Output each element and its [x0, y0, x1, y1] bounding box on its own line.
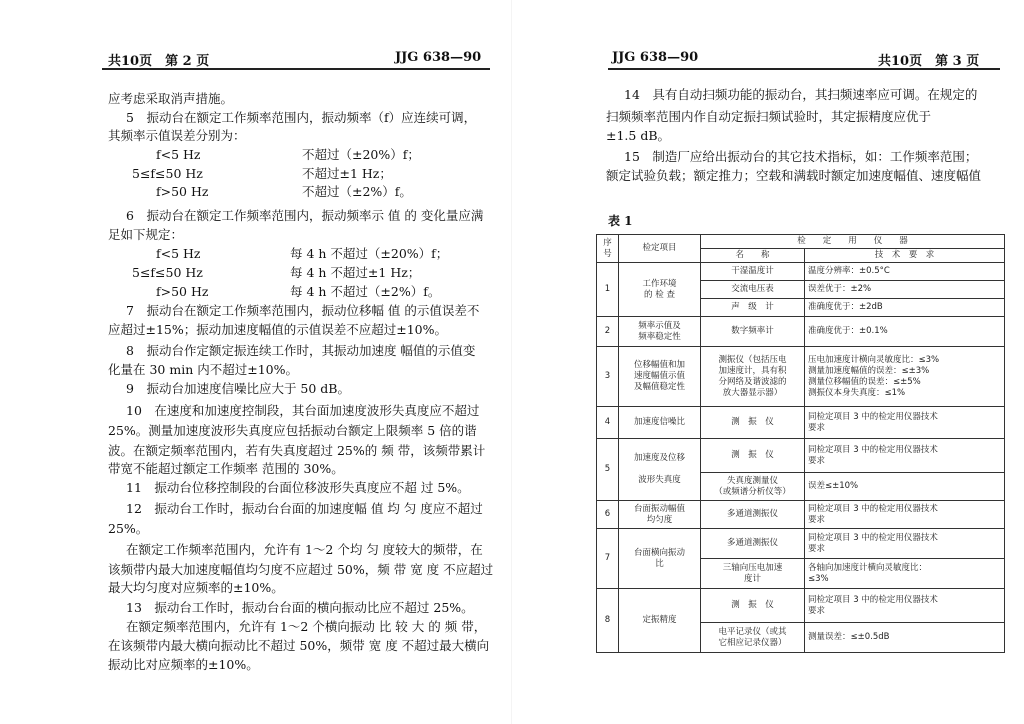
right-header-rule [608, 68, 1000, 70]
text-line: f<5 Hz [156, 246, 201, 261]
cell-name: 多通道测振仪 [701, 529, 805, 559]
cell-item: 位移幅值和加 速度幅值示值 及幅值稳定性 [619, 347, 701, 407]
col-header-instruments: 检 定 用 仪 器 [701, 235, 1005, 249]
cell-req: 压电加速度计横向灵敏度比：≤3% 测量加速度幅值的误差：≤±3% 测量位移幅值的误差：≤±5% 测振仪本身失真度：≤1% [805, 347, 1005, 407]
cell-name: 电平记录仪（或其 它相应记录仪器） [701, 623, 805, 653]
text-line: 在额定工作频率范围内，允许有 1～2 个均 匀 度较大的频带，在 [126, 542, 483, 557]
cell-req: 同检定项目 3 中的检定用仪器技术 要求 [805, 407, 1005, 439]
text-line: 5 振动台在额定工作频率范围内，振动频率（f）应连续可调， [126, 110, 477, 125]
table-header-row [597, 235, 1005, 249]
text-line: 不超过（±20%）f； [302, 147, 420, 162]
text-line: 额定试验负载；额定推力；空载和满载时额定加速度幅值、速度幅值 [606, 168, 982, 183]
text-line: ±1.5 dB。 [606, 128, 671, 143]
cell-req: 测量误差：≤±0.5dB [805, 623, 1005, 653]
text-line: 扫频频率范围内作自动定振扫频试验时，其定振精度应优于 [606, 109, 932, 124]
cell-name: 交流电压表 [701, 281, 805, 299]
cell-req: 误差≤±10% [805, 473, 1005, 501]
table-row [597, 263, 1005, 281]
col-header-no: 序 号 [597, 235, 619, 263]
cell-name: 声 级 计 [701, 299, 805, 317]
text-line: f>50 Hz [156, 284, 209, 299]
table-row [597, 589, 1005, 623]
table-row [597, 501, 1005, 529]
cell-no: 8 [597, 589, 619, 653]
text-line: 5≤f≤50 Hz [132, 265, 203, 280]
text-line: 6 振动台在额定工作频率范围内，振动频率示 值 的 变化量应满 [126, 208, 484, 223]
text-line: 最大均匀度对应频率的±10%。 [108, 580, 284, 595]
text-line: 8 振动台作定额定振连续工作时，其振动加速度 幅值的示值变 [126, 343, 476, 358]
left-header-rule [102, 68, 490, 70]
verification-instrument-table [596, 234, 1005, 653]
cell-item: 加速度及位移 波形失真度 [619, 439, 701, 501]
text-line: 每 4 h 不超过（±20%）f； [290, 246, 449, 261]
text-line: 10 在速度和加速度控制段，其台面加速度波形失真度应不超过 [126, 403, 480, 418]
cell-no: 4 [597, 407, 619, 439]
text-line: 应超过±15%；振动加速度幅值的示值误差不应超过±10%。 [108, 322, 448, 337]
cell-name: 干湿温度计 [701, 263, 805, 281]
text-line: 带宽不能超过额定工作频率 范围的 30%。 [108, 461, 344, 476]
left-page-number: 共10页 第 2 页 [108, 54, 210, 69]
text-line: f<5 Hz [156, 147, 201, 162]
cell-req: 温度分辨率：±0.5°C [805, 263, 1005, 281]
cell-req: 各轴向加速度计横向灵敏度比： ≤3% [805, 559, 1005, 589]
cell-no: 2 [597, 317, 619, 347]
text-line: 15 制造厂应给出振动台的其它技术指标，如：工作频率范围； [624, 149, 978, 164]
cell-no: 1 [597, 263, 619, 317]
cell-name: 三轴向压电加速 度计 [701, 559, 805, 589]
cell-name: 测 振 仪 [701, 439, 805, 473]
cell-name: 测 振 仪 [701, 589, 805, 623]
text-line: 应考虑采取消声措施。 [108, 91, 234, 106]
text-line: 每 4 h 不超过（±2%）f。 [290, 284, 441, 299]
text-line: 振动比对应频率的±10%。 [108, 657, 259, 672]
cell-no: 7 [597, 529, 619, 589]
cell-req: 同检定项目 3 中的检定用仪器技术 要求 [805, 439, 1005, 473]
cell-name: 测振仪（包括压电 加速度计，具有积 分网络及谐波滤的 放大器显示器） [701, 347, 805, 407]
cell-name: 失真度测量仪 （或频谱分析仪等） [701, 473, 805, 501]
text-line: 13 振动台工作时，振动台台面的横向振动比应不超过 25%。 [126, 600, 474, 615]
cell-req: 准确度优于：±2dB [805, 299, 1005, 317]
cell-item: 加速度信噪比 [619, 407, 701, 439]
right-page-number: 共10页 第 3 页 [878, 54, 980, 69]
text-line: 25%。测量加速度波形失真度应包括振动台额定上限频率 5 倍的谐 [108, 423, 477, 438]
table-row [597, 317, 1005, 347]
table-row [597, 407, 1005, 439]
text-line: 每 4 h 不超过±1 Hz； [290, 265, 421, 280]
cell-no: 5 [597, 439, 619, 501]
text-line: 不超过±1 Hz； [302, 166, 392, 181]
text-line: 11 振动台位移控制段的台面位移波形失真度应不超 过 5%。 [126, 480, 470, 495]
col-header-req: 技 术 要 求 [805, 249, 1005, 263]
cell-name: 数字频率计 [701, 317, 805, 347]
col-header-name: 名 称 [701, 249, 805, 263]
cell-item: 台面横向振动 比 [619, 529, 701, 589]
cell-no: 3 [597, 347, 619, 407]
text-line: 化量在 30 min 内不超过±10%。 [108, 362, 298, 377]
text-line: 12 振动台工作时，振动台台面的加速度幅 值 均 匀 度应不超过 [126, 501, 483, 516]
cell-item: 定振精度 [619, 589, 701, 653]
text-line: 7 振动台在额定工作频率范围内，振动位移幅 值 的示值误差不 [126, 303, 480, 318]
text-line: 足如下规定： [108, 227, 184, 242]
text-line: 在额定频率范围内，允许有 1～2 个横向振动 比 较 大 的 频 带， [126, 619, 487, 634]
cell-item: 频率示值及 频率稳定性 [619, 317, 701, 347]
cell-req: 同检定项目 3 中的检定用仪器技术 要求 [805, 529, 1005, 559]
table-row [597, 347, 1005, 407]
cell-item: 工作环境 的 检 查 [619, 263, 701, 317]
col-header-item: 检定项目 [619, 235, 701, 263]
text-line: 5≤f≤50 Hz [132, 166, 203, 181]
text-line: 14 具有自动扫频功能的振动台，其扫频速率应可调。在规定的 [624, 87, 978, 102]
text-line: 25%。 [108, 521, 149, 536]
cell-req: 准确度优于：±0.1% [805, 317, 1005, 347]
text-line: f>50 Hz [156, 184, 209, 199]
table-row [597, 529, 1005, 559]
left-standard-code: JJG 638—90 [395, 50, 482, 65]
right-page [512, 0, 1024, 724]
cell-name: 测 振 仪 [701, 407, 805, 439]
cell-no: 6 [597, 501, 619, 529]
text-line: 该频带内最大加速度幅值均匀度不应超过 50%，频 带 宽 度 不应超过 [108, 562, 494, 577]
text-line: 波。在额定频率范围内，若有失真度超过 25%的 频 带，该频带累计 [108, 443, 486, 458]
text-line: 不超过（±2%）f。 [302, 184, 412, 199]
cell-req: 同检定项目 3 中的检定用仪器技术 要求 [805, 589, 1005, 623]
cell-name: 多通道测振仪 [701, 501, 805, 529]
text-line: 其频率示值误差分别为： [108, 128, 246, 143]
text-line: 9 振动台加速度信噪比应大于 50 dB。 [126, 381, 350, 396]
table-row [597, 439, 1005, 473]
text-line: 在该频带内最大横向振动比不超过 50%，频带 宽 度 不超过最大横向 [108, 638, 490, 653]
table-caption: 表 1 [608, 214, 633, 228]
cell-req: 同检定项目 3 中的检定用仪器技术 要求 [805, 501, 1005, 529]
right-standard-code: JJG 638—90 [612, 50, 699, 65]
cell-item: 台面振动幅值 均匀度 [619, 501, 701, 529]
cell-req: 误差优于：±2% [805, 281, 1005, 299]
